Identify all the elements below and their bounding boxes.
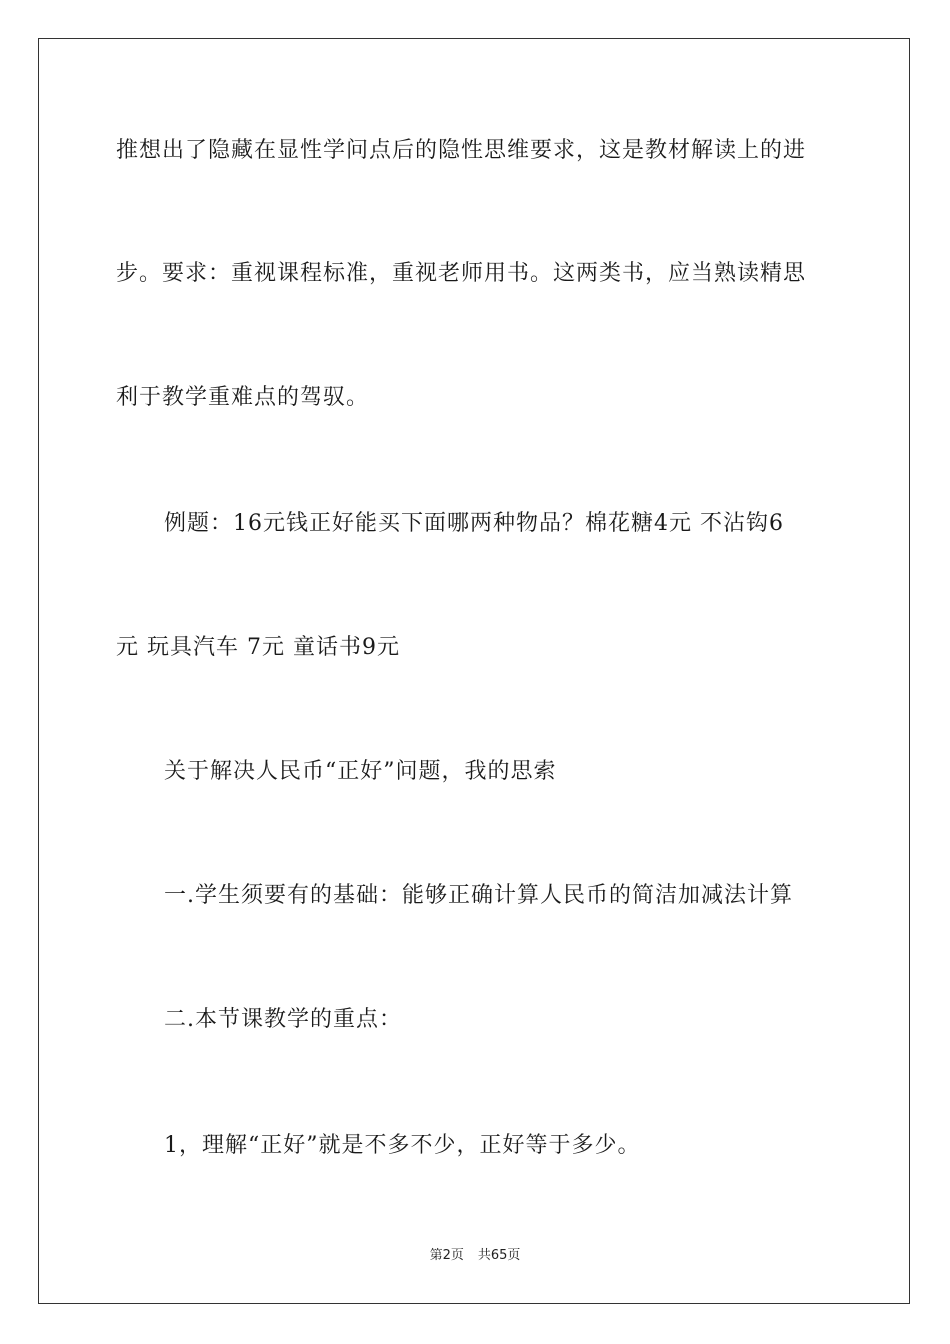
- paragraph-line: 利于教学重难点的驾驭。: [116, 385, 370, 410]
- list-item: 二.本节课教学的重点：: [164, 1007, 402, 1032]
- page-border: [38, 38, 910, 1304]
- paragraph-line: 步。要求：重视课程标准，重视老师用书。这两类书，应当熟读精思: [116, 261, 807, 286]
- section-heading: 关于解决人民币“正好”问题，我的思索: [164, 759, 557, 784]
- page-footer: [0, 1248, 950, 1264]
- page-total: 共65页: [477, 1248, 521, 1263]
- example-question-line: 例题：16元钱正好能买下面哪两种物品？棉花糖4元 不沾钩6: [164, 511, 784, 536]
- page-number: 第2页: [429, 1248, 464, 1263]
- list-item: 1，理解“正好”就是不多不少，正好等于多少。: [164, 1133, 641, 1158]
- paragraph-line: 推想出了隐藏在显性学问点后的隐性思维要求，这是教材解读上的进: [116, 138, 807, 163]
- list-item: 一.学生须要有的基础：能够正确计算人民币的简洁加减法计算: [164, 883, 793, 908]
- example-question-line: 元 玩具汽车 7元 童话书9元: [116, 635, 400, 660]
